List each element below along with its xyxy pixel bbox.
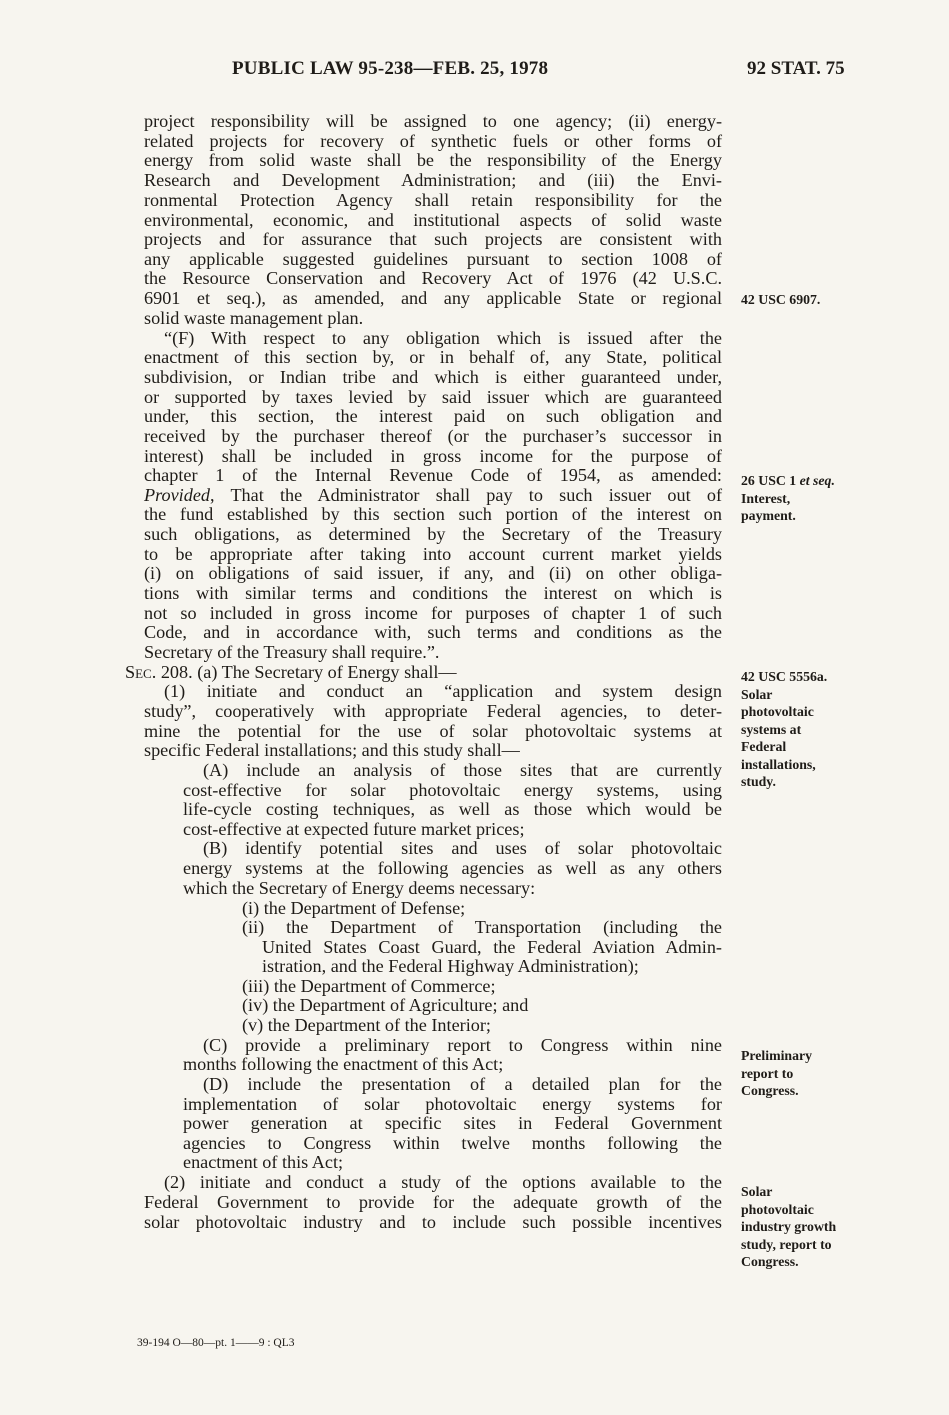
body-line: (i) on obligations of said issuer, if any, and (ii) on other obliga- — [144, 563, 722, 583]
body-line: “(F) With respect to any obligation which is issued after the — [164, 328, 722, 348]
body-line: implementation of solar photovoltaic energy systems for — [183, 1094, 722, 1114]
body-line: which the Secretary of Energy deems necessary: — [183, 878, 536, 898]
body-line: (A) include an analysis of those sites that are currently — [203, 760, 722, 780]
body-line: life-cycle costing techniques, as well as those which would be — [183, 799, 722, 819]
body-line: the Resource Conservation and Recovery Act of 1976 (42 U.S.C. — [144, 268, 722, 288]
margin-note-26-usc-1 — [741, 472, 931, 525]
margin-note-line: Congress. — [741, 1254, 799, 1269]
body-line: such obligations, as determined by the Secretary of the Treasury — [144, 524, 722, 544]
body-line: related projects for recovery of synthetic fuels or other forms of — [144, 131, 722, 151]
body-line: istration, and the Federal Highway Administration); — [262, 956, 639, 976]
body-line: Provided, That the Administrator shall pay to such issuer out of — [144, 485, 722, 505]
body-line: Code, and in accordance with, such terms and conditions as the — [144, 622, 722, 642]
body-line: interest) shall be included in gross income for the purpose of — [144, 446, 722, 466]
body-line: study”, cooperatively with appropriate Federal agencies, to deter- — [144, 701, 722, 721]
margin-note-line: 26 USC 1 et seq. — [741, 473, 835, 488]
page-header-title: PUBLIC LAW 95-238—FEB. 25, 1978 — [232, 58, 549, 79]
body-line: power generation at specific sites in Federal Government — [183, 1113, 722, 1133]
body-line: (B) identify potential sites and uses of solar photovoltaic — [203, 838, 722, 858]
margin-note-line: 42 USC 6907. — [741, 292, 821, 307]
body-line: or supported by taxes levied by said issuer which are guaranteed — [144, 387, 722, 407]
body-line: (iv) the Department of Agriculture; and — [242, 995, 529, 1015]
margin-note-line: photovoltaic — [741, 704, 814, 719]
body-line: enactment of this section by, or in behalf of, any State, political — [144, 347, 722, 367]
body-line: ronmental Protection Agency shall retain responsibility for the — [144, 190, 722, 210]
body-line: (i) the Department of Defense; — [242, 898, 466, 918]
margin-note-line: study, report to — [741, 1236, 832, 1252]
margin-note-line: Solar — [741, 686, 773, 702]
body-line: environmental, economic, and institutional aspects of solid waste — [144, 210, 722, 230]
body-line: energy from solid waste shall be the responsibility of the Energy — [144, 150, 722, 170]
margin-note-line: installations, — [741, 756, 816, 772]
body-line: project responsibility will be assigned to one agency; (ii) energy- — [144, 111, 722, 131]
body-line: tions with similar terms and conditions the interest on which is — [144, 583, 722, 603]
body-line: Sec. 208. (a) The Secretary of Energy shall— — [125, 662, 457, 682]
page-footer: 39-194 O—80—pt. 1——9 : QL3 — [137, 1337, 295, 1349]
margin-note-line: report to — [741, 1065, 794, 1081]
margin-note-line: Preliminary — [741, 1048, 813, 1063]
margin-note-line: study. — [741, 774, 776, 789]
body-line: cost-effective at expected future market prices; — [183, 819, 525, 839]
margin-note-line: industry growth — [741, 1219, 837, 1234]
body-line: (C) provide a preliminary report to Congress within nine — [203, 1035, 722, 1055]
body-line: (ii) the Department of Transportation (including the — [242, 917, 722, 937]
margin-note-industry-growth — [741, 1183, 931, 1271]
body-line: solid waste management plan. — [144, 308, 364, 328]
margin-note-line: photovoltaic — [741, 1201, 814, 1217]
body-line: projects and for assurance that such projects are consistent with — [144, 229, 722, 249]
margin-note-line: Federal — [741, 739, 787, 754]
body-line: Secretary of the Treasury shall require.”. — [144, 642, 440, 662]
body-line: enactment of this Act; — [183, 1152, 344, 1172]
body-line: under, this section, the interest paid on such obligation and — [144, 406, 722, 426]
body-line: solar photovoltaic industry and to include such possible incentives — [144, 1212, 722, 1232]
body-line: subdivision, or Indian tribe and which is either guaranteed under, — [144, 367, 722, 387]
margin-note-line: payment. — [741, 508, 796, 523]
body-line: cost-effective for solar photovoltaic energy systems, using — [183, 780, 722, 800]
margin-note-line: Congress. — [741, 1083, 799, 1098]
margin-note-line: Solar — [741, 1184, 773, 1199]
margin-note-line: systems at — [741, 721, 802, 737]
body-line: received by the purchaser thereof (or the purchaser’s successor in — [144, 426, 722, 446]
margin-note-42-usc-5556a — [741, 668, 931, 791]
body-line: specific Federal installations; and this study shall— — [144, 740, 520, 760]
body-line: to be appropriate after taking into account current market yields — [144, 544, 722, 564]
body-line: not so included in gross income for purposes of chapter 1 of such — [144, 603, 722, 623]
margin-note-42-usc-6907 — [741, 291, 931, 309]
body-line: (D) include the presentation of a detailed plan for the — [203, 1074, 722, 1094]
page-header-stat: 92 STAT. 75 — [747, 58, 845, 79]
body-line: Research and Development Administration; and (iii) the Envi- — [144, 170, 722, 190]
margin-note-line: 42 USC 5556a. — [741, 669, 828, 684]
body-line: mine the potential for the use of solar photovoltaic systems at — [144, 721, 722, 741]
body-line: any applicable suggested guidelines pursuant to section 1008 of — [144, 249, 722, 269]
body-line: 6901 et seq.), as amended, and any applicable State or regional — [144, 288, 722, 308]
body-line: energy systems at the following agencies as well as any others — [183, 858, 722, 878]
margin-note-line: Interest, — [741, 490, 791, 506]
body-line: (1) initiate and conduct an “application and system design — [164, 681, 722, 701]
body-line: (v) the Department of the Interior; — [242, 1015, 491, 1035]
body-line: the fund established by this section such portion of the interest on — [144, 504, 722, 524]
body-line: (iii) the Department of Commerce; — [242, 976, 496, 996]
body-line: United States Coast Guard, the Federal Aviation Admin- — [262, 937, 722, 957]
body-line: Federal Government to provide for the adequate growth of the — [144, 1192, 722, 1212]
body-line: months following the enactment of this Act; — [183, 1054, 504, 1074]
body-line: agencies to Congress within twelve months following the — [183, 1133, 722, 1153]
body-line: chapter 1 of the Internal Revenue Code of 1954, as amended: — [144, 465, 722, 485]
body-line: (2) initiate and conduct a study of the options available to the — [164, 1172, 722, 1192]
margin-note-preliminary-report — [741, 1047, 931, 1100]
